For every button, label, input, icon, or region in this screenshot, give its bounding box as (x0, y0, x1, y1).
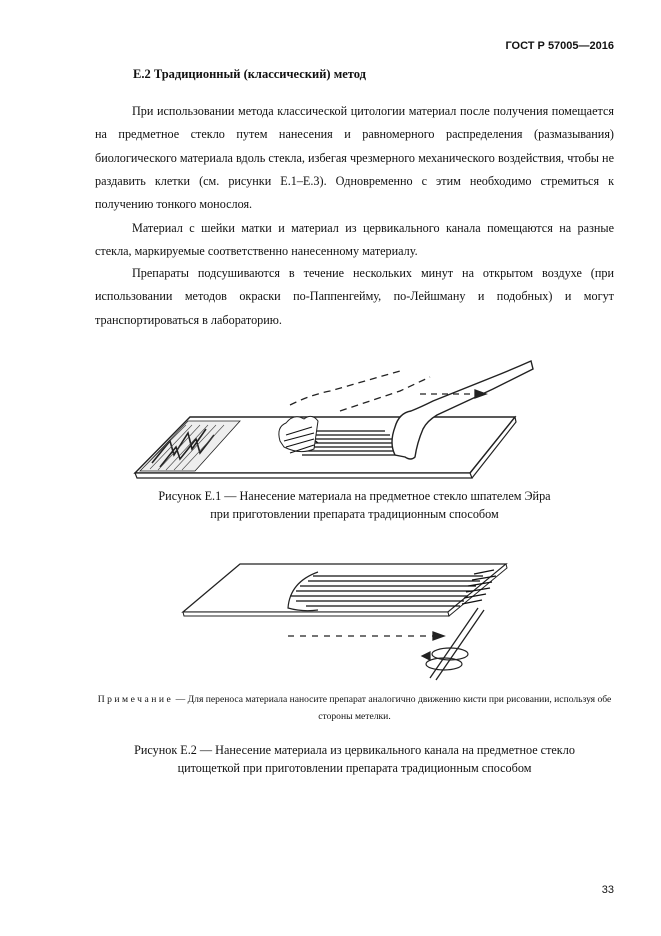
figure-cytobrush-illustration (178, 550, 508, 685)
figure-note (95, 691, 614, 725)
slide-edge (135, 473, 472, 478)
section-title: Е.2 Традиционный (классический) метод (133, 67, 366, 81)
caption-line: при приготовлении препарата традиционным способом (210, 507, 499, 521)
note-label: Примечание (97, 694, 174, 705)
figure-caption (95, 741, 614, 777)
figure-caption (95, 487, 614, 523)
figure-spatula-illustration (130, 355, 535, 485)
direction-arrow (288, 632, 444, 640)
document-code: ГОСТ Р 57005—2016 (505, 40, 614, 52)
paragraph: Препараты подсушиваются в течение нескольких минут на открытом воздухе (при использовании методов окраски по-Паппенгейму, по-Лейшману и подобных) и могут транспортироваться в лабораторию. (95, 266, 614, 327)
paragraph: Материал с шейки матки и материал из цервикального канала помещаются на разные стекла, маркируемые соответственно нанесенному материалу. (95, 221, 614, 259)
note-text: — Для переноса материала наносите препарат аналогично движению кисти при рисовании, используя обе стороны метелки. (173, 694, 612, 722)
caption-line: цитощеткой при приготовлении препарата традиционным способом (177, 761, 532, 775)
paragraph: При использовании метода классической цитологии материал после получения помещается на предметное стекло путем нанесения и равномерного распределения (размазывания) биологического материала вдоль стекла, избегая чрезмерного механического воздействия, чтобы не раздавить клетки (см. рисунки Е.1–Е.3). Одновременно с этим необходимо стремиться к получению тонкого монослоя. (95, 104, 614, 212)
caption-line: Рисунок Е.2 — Нанесение материала из цервикального канала на предметное стекло (134, 743, 575, 757)
caption-line: Рисунок Е.1 — Нанесение материала на предметное стекло шпателем Эйра (158, 489, 551, 503)
page-number: 33 (601, 884, 614, 896)
smear-texture (290, 576, 483, 606)
